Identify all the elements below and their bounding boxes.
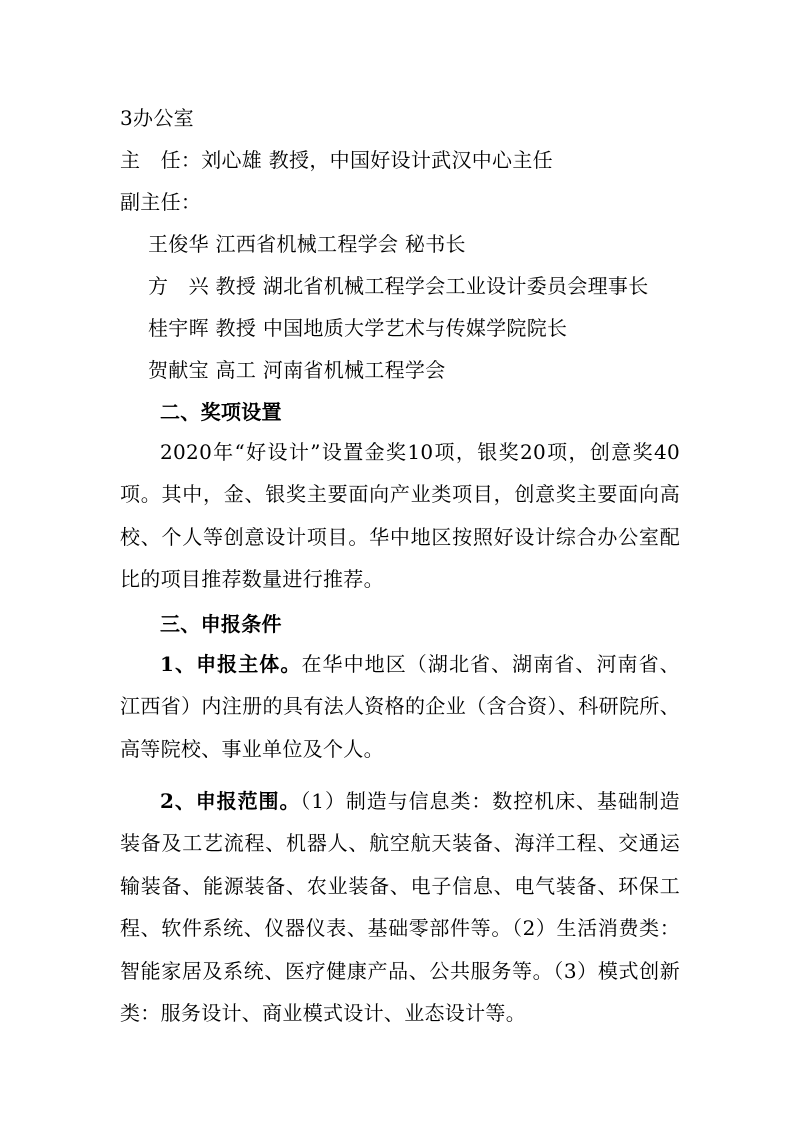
deputy-item: 贺献宝 高工 河南省机械工程学会 xyxy=(148,358,446,382)
condition-item-1-body: 在华中地区（湖北省、湖南省、河南省、江西省）内注册的具有法人资格的企业（含合资）、科研院所、高等院校、事业单位及个人。 xyxy=(120,652,680,761)
condition-item-2-title: 2、申报范围。 xyxy=(160,789,301,813)
condition-item-1 xyxy=(120,643,680,770)
office-heading: 3办公室 xyxy=(120,106,194,130)
condition-item-2-body: （1）制造与信息类：数控机床、基础制造装备及工艺流程、机器人、航空航天装备、海洋工程、交通运输装备、能源装备、农业装备、电子信息、电气装备、环保工程、软件系统、仪器仪表、基础零部件等。（2）生活消费类：智能家居及系统、医疗健康产品、公共服务等。（3）模式创新类：服务设计、商业模式设计、业态设计等。 xyxy=(120,789,680,1026)
deputy-item: 桂宇晖 教授 中国地质大学艺术与传媒学院院长 xyxy=(148,316,568,340)
deputy-item: 王俊华 江西省机械工程学会 秘书长 xyxy=(148,232,466,256)
director-label: 主 任： xyxy=(120,148,202,172)
director-value: 刘心雄 教授，中国好设计武汉中心主任 xyxy=(201,148,553,172)
deputy-item: 方 兴 教授 湖北省机械工程学会工业设计委员会理事长 xyxy=(148,274,649,298)
condition-item-1-title: 1、申报主体。 xyxy=(160,652,302,676)
deputy-label: 副主任： xyxy=(120,190,202,214)
conditions-heading: 三、申报条件 xyxy=(160,612,282,636)
director-line xyxy=(120,148,553,172)
awards-heading: 二、奖项设置 xyxy=(160,400,282,424)
awards-paragraph: 2020年“好设计”设置金奖10项，银奖20项，创意奖40项。其中，金、银奖主要面向产业类项目，创意奖主要面向高校、个人等创意设计项目。华中地区按照好设计综合办公室配比的项目推荐数量进行推荐。 xyxy=(120,440,680,592)
condition-item-2 xyxy=(120,780,680,1034)
